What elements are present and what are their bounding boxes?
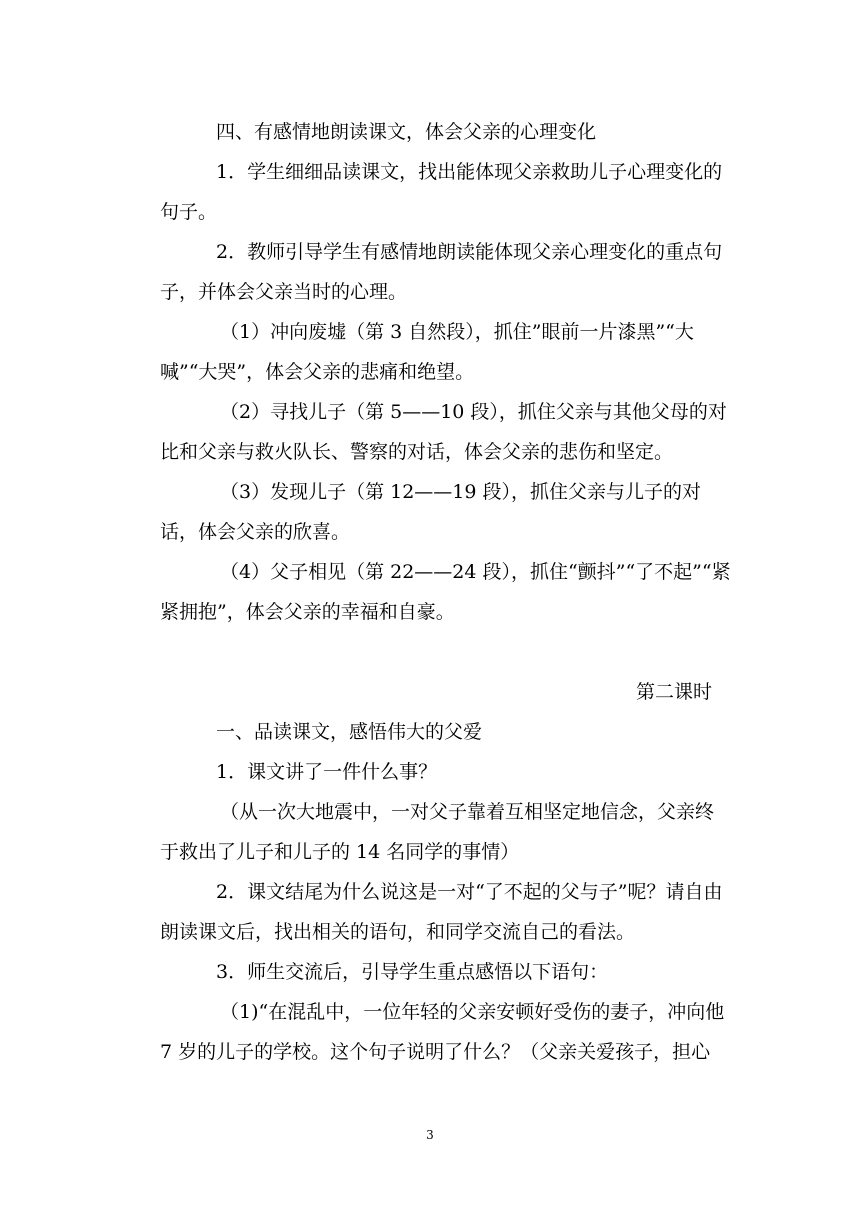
lesson-sub-1: （1)“在混乱中，一位年轻的父亲安顿好受伤的妻子，冲向他 7 岁的儿子的学校。这个句子说明了什么？（父亲关爱孩子，担心 [160, 1001, 725, 1063]
question-1: 1．课文讲了一件什么事？ [216, 761, 438, 783]
section-heading: 四、有感情地朗读课文，体会父亲的心理变化 [216, 121, 597, 143]
paragraph-item-2: 2．教师引导学生有感情地朗读能体现父亲心理变化的重点句子，并体会父亲当时的心理。 [160, 241, 723, 303]
blank-line [160, 632, 732, 672]
lesson-title: 第二课时 [635, 681, 712, 703]
paragraph-sub-1: （1）冲向废墟（第 3 自然段），抓住”眼前一片漆黑”“大喊”“大哭”，体会父亲的悲痛和绝望。 [160, 321, 694, 383]
paragraph-sub-4: （4）父子相见（第 22——24 段），抓住“颤抖”“了不起”“紧紧拥抱”，体会父亲的幸福和自豪。 [160, 561, 731, 623]
paragraph-item-1: 1．学生细细品读课文，找出能体现父亲救助儿子心理变化的句子。 [160, 161, 723, 223]
question-3: 3．师生交流后，引导学生重点感悟以下语句： [216, 961, 609, 983]
paragraph-sub-3: （3）发现儿子（第 12——19 段），抓住父亲与儿子的对话，体会父亲的欣喜。 [160, 481, 702, 543]
lesson-heading: 一、品读课文，感悟伟大的父爱 [216, 721, 483, 743]
page-number: 3 [426, 1128, 434, 1142]
answer-1: （从一次大地震中，一对父子靠着互相坚定地信念，父亲终于救出了儿子和儿子的 14 名同学的事情） [160, 801, 715, 863]
question-2: 2．课文结尾为什么说这是一对“了不起的父与子”呢？请自由朗读课文后，找出相关的语句，和同学交流自己的看法。 [160, 881, 723, 943]
paragraph-sub-2: （2）寻找儿子（第 5——10 段），抓住父亲与其他父母的对比和父亲与救火队长、警察的对话，体会父亲的悲伤和坚定。 [160, 401, 727, 463]
page-content [160, 112, 732, 1072]
